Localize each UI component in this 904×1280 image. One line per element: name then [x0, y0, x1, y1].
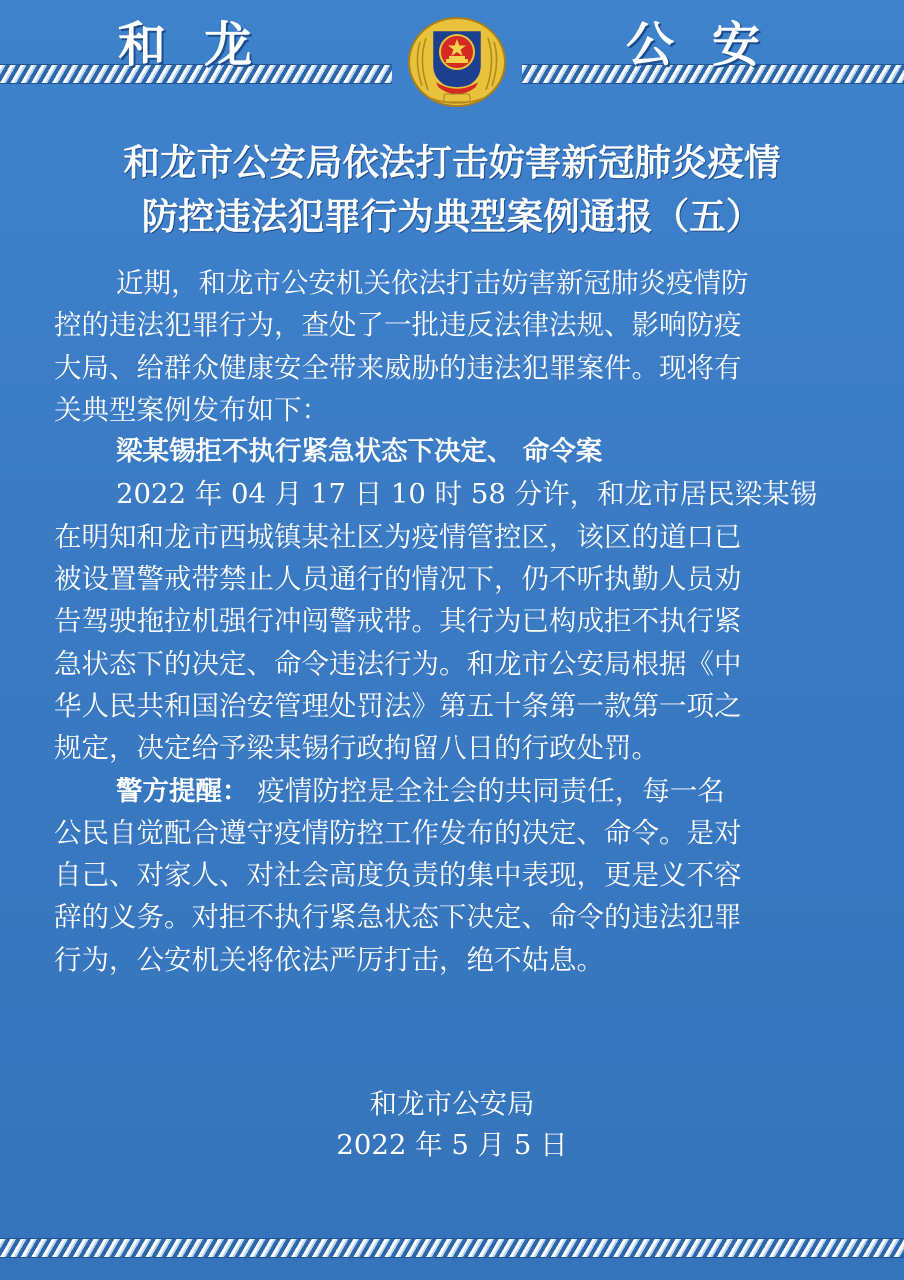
case-title: 梁某锡拒不执行紧急状态下决定、 命令案 [116, 436, 603, 468]
title-line-1: 和龙市公安局依法打击妨害新冠肺炎疫情 [123, 141, 781, 184]
case-line: 急状态下的决定、命令违法行为。和龙市公安局根据《中 [54, 647, 742, 680]
signature-block [0, 1084, 904, 1166]
issue-date: 2022 年 5 月 5 日 [336, 1129, 568, 1161]
intro-line: 近期，和龙市公安机关依法打击妨害新冠肺炎疫情防 [116, 267, 749, 299]
case-line: 告驾驶拖拉机强行冲闯警戒带。其行为已构成拒不执行紧 [54, 605, 742, 638]
intro-line: 大局、给群众健康安全带来威胁的违法犯罪案件。现将有 [54, 351, 742, 384]
intro-line: 关典型案例发布如下： [54, 393, 329, 426]
bulletin-title [30, 136, 874, 244]
case-line: 规定，决定给予梁某锡行政拘留八日的行政处罚。 [54, 732, 659, 765]
rope-border-bottom [0, 1238, 904, 1258]
header-right-text: 公安 [626, 17, 799, 73]
bulletin-body [54, 262, 854, 981]
issuer-name: 和龙市公安局 [369, 1088, 535, 1120]
intro-line: 控的违法犯罪行为，查处了一批违反法律法规、影响防疫 [54, 309, 742, 342]
reminder-line: 公民自觉配合遵守疫情防控工作发布的决定、命令。是对 [54, 816, 742, 849]
reminder-line: 行为，公安机关将依法严厉打击，绝不姑息。 [54, 943, 604, 976]
reminder-first-line-text: 疫情防控是全社会的共同责任，每一名 [248, 774, 725, 807]
reminder-line: 自己、对家人、对社会高度负责的集中表现，更是义不容 [54, 859, 742, 892]
case-line: 在明知和龙市西城镇某社区为疫情管控区，该区的道口已 [54, 520, 742, 553]
reminder-line: 辞的义务。对拒不执行紧急状态下决定、命令的违法犯罪 [54, 901, 742, 934]
header-left-text: 和龙 [118, 17, 291, 73]
case-line: 华人民共和国治安管理处罚法》第五十条第一款第一项之 [54, 689, 742, 722]
title-line-2: 防控违法犯罪行为典型案例通报（五） [141, 195, 763, 238]
police-emblem-icon [400, 8, 514, 112]
reminder-lead: 警方提醒： [116, 775, 249, 807]
header-banner [0, 0, 904, 118]
reminder-first-line [54, 770, 854, 812]
case-line: 2022 年 04 月 17 日 10 时 58 分许，和龙市居民梁某锡 [116, 478, 818, 511]
case-line: 被设置警戒带禁止人员通行的情况下，仍不听执勤人员劝 [54, 563, 742, 596]
